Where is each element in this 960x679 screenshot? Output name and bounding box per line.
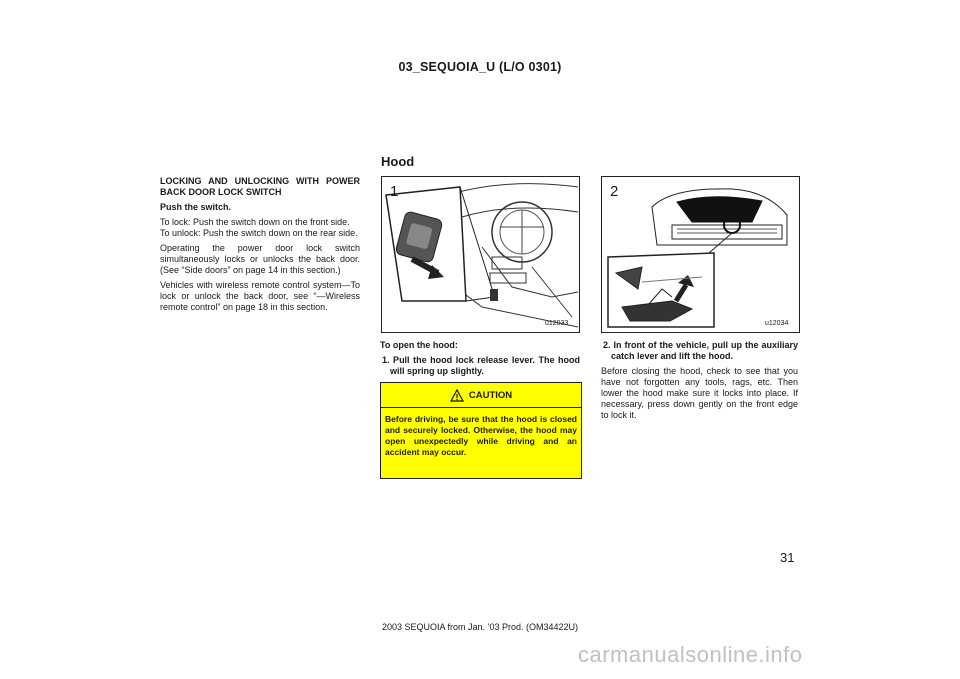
lock-instruction: To lock: Push the switch down on the front side. (160, 217, 350, 227)
lock-switch-heading: LOCKING AND UNLOCKING WITH POWER BACK DOOR LOCK SWITCH (160, 176, 360, 197)
figure-hood-release-lever (381, 176, 580, 333)
unlock-instruction: To unlock: Push the switch down on the rear side. (160, 228, 358, 238)
section-title: Hood (381, 154, 415, 169)
caution-label: CAUTION (468, 389, 513, 401)
figure-1-code: u12033 (545, 320, 569, 327)
step-1: 1. Pull the hood lock release lever. The hood will spring up slightly. (382, 355, 580, 376)
figure-2-code: u12034 (765, 320, 789, 327)
closing-hood-paragraph: Before closing the hood, check to see that you have not forgotten any tools, rags, etc. Then lower the hood make sure it locks into place. If necessary, press down gently on the front edge to lock it. (601, 366, 798, 420)
left-column (160, 176, 360, 317)
figure-1-number: 1 (390, 183, 399, 200)
figure-2-number: 2 (610, 183, 619, 200)
page-number: 31 (780, 550, 795, 565)
caution-box (380, 382, 582, 479)
operation-paragraph: Operating the power door lock switch simultaneously locks or unlocks the back door. (See “Side doors” on page 14 in this section.) (160, 243, 360, 275)
page-footer: 2003 SEQUOIA from Jan. ’03 Prod. (OM34422U) (381, 622, 579, 632)
figure-auxiliary-catch-lever (601, 176, 800, 333)
wireless-paragraph: Vehicles with wireless remote control system—To lock or unlock the back door, see “—Wireless remote control” on page 18 in this section. (160, 280, 360, 312)
caution-text: Before driving, be sure that the hood is closed and securely locked. Otherwise, the hood may open unexpectedly while driving and an accident may occur. (385, 414, 577, 457)
push-switch-subheading: Push the switch. (160, 202, 232, 212)
warning-triangle-icon (450, 389, 464, 402)
auxiliary-catch-illustration (602, 177, 799, 332)
open-hood-intro: To open the hood: (380, 340, 458, 350)
step-2: 2. In front of the vehicle, pull up the auxiliary catch lever and lift the hood. (603, 340, 798, 361)
right-column (601, 340, 798, 425)
middle-column (380, 340, 580, 381)
watermark[interactable]: carmanualsonline.info (578, 642, 803, 667)
hood-release-illustration (382, 177, 579, 332)
caution-header (381, 383, 581, 408)
page-header: 03_SEQUOIA_U (L/O 0301) (398, 60, 562, 74)
